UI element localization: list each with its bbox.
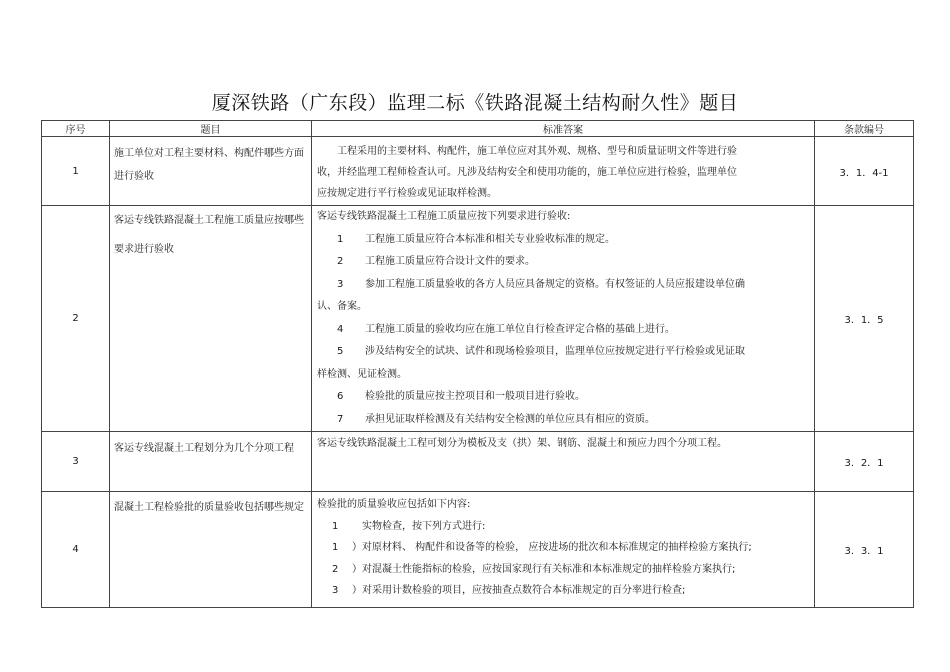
row-question: 混凝土工程检验批的质量验收包括哪些规定 xyxy=(114,502,304,513)
header-no: 序号 xyxy=(42,121,110,137)
answer-item-continued: 认、备案。 xyxy=(317,301,367,312)
answer-item: 5 涉及结构安全的试块、试件和现场检验项目，监理单位应按规定进行平行检验或见证取 xyxy=(337,346,745,357)
table-row xyxy=(42,206,914,432)
table-row xyxy=(42,432,914,492)
row-no: 4 xyxy=(42,492,110,608)
header-answer: 标准答案 xyxy=(312,121,815,137)
answer-line: 客运专线铁路混凝土工程可划分为模板及支（拱）架、钢筋、混凝土和预应力四个分项工程。 xyxy=(317,438,727,449)
row-no: 1 xyxy=(42,137,110,206)
table-header-row xyxy=(42,121,914,137)
row-code: 3．2．1 xyxy=(815,432,914,492)
row-no: 2 xyxy=(42,206,110,432)
page-title: 厦深铁路（广东段）监理二标《铁路混凝土结构耐久性》题目 xyxy=(211,92,739,114)
row-question: 施工单位对工程主要材料、构配件哪些方面进行验收 xyxy=(114,148,304,182)
answer-item: 1 实物检查，按下列方式进行: xyxy=(332,520,486,532)
answer-intro: 客运专线铁路混凝土工程施工质量应按下列要求进行验收: xyxy=(317,211,571,222)
answer-item: 4 工程施工质量的验收均应在施工单位自行检查评定合格的基础上进行。 xyxy=(337,323,675,335)
row-no: 3 xyxy=(42,432,110,492)
answer-item: 6 检验批的质量应按主控项目和一般项目进行验收。 xyxy=(337,391,585,402)
row-code: 3．1．4-1 xyxy=(815,137,914,206)
answer-item: 1 工程施工质量应符合本标准和相关专业验收标准的规定。 xyxy=(337,233,615,245)
header-code: 条款编号 xyxy=(815,121,914,137)
answer-line: 工程采用的主要材料、构配件，施工单位应对其外观、规格、型号和质量证明文件等进行验 xyxy=(337,146,737,157)
answer-item: 3 参加工程施工质量验收的各方人员应具备规定的资格。有权签证的人员应报建设单位确 xyxy=(337,278,745,290)
answer-subitem: 3 ）对采用计数检验的项目，应按抽查点数符合本标准规定的百分率进行检查; xyxy=(332,585,686,596)
answer-subitem: 1 ）对原材料、 构配件和设备等的检验， 应按进场的批次和本标准规定的抽样检验方案执行; xyxy=(332,542,752,553)
header-question: 题目 xyxy=(110,121,312,137)
answer-intro: 检验批的质量验收应包括如下内容: xyxy=(317,499,471,510)
row-question: 客运专线混凝土工程划分为几个分项工程 xyxy=(114,443,294,454)
answer-subitem: 2 ）对混凝土性能指标的检验，应按国家现行有关标准和本标准规定的抽样检验方案执行; xyxy=(332,563,736,575)
row-question: 客运专线铁路混凝土工程施工质量应按哪些要求进行验收 xyxy=(114,215,304,255)
table-row xyxy=(42,137,914,206)
row-code: 3．1．5 xyxy=(815,206,914,432)
table-row xyxy=(42,492,914,608)
answer-line: 应按规定进行平行检验或见证取样检测。 xyxy=(317,188,497,199)
row-code: 3．3．1 xyxy=(815,492,914,608)
answer-line: 收，并经监理工程师检查认可。凡涉及结构安全和使用功能的，施工单位应进行检验，监理单位 xyxy=(317,167,737,178)
answer-item: 7 承担见证取样检测及有关结构安全检测的单位应具有相应的资质。 xyxy=(337,413,655,425)
answer-item-continued: 样检测、见证检测。 xyxy=(317,368,407,380)
question-table xyxy=(41,120,914,608)
answer-item: 2 工程施工质量应符合设计文件的要求。 xyxy=(337,256,535,267)
